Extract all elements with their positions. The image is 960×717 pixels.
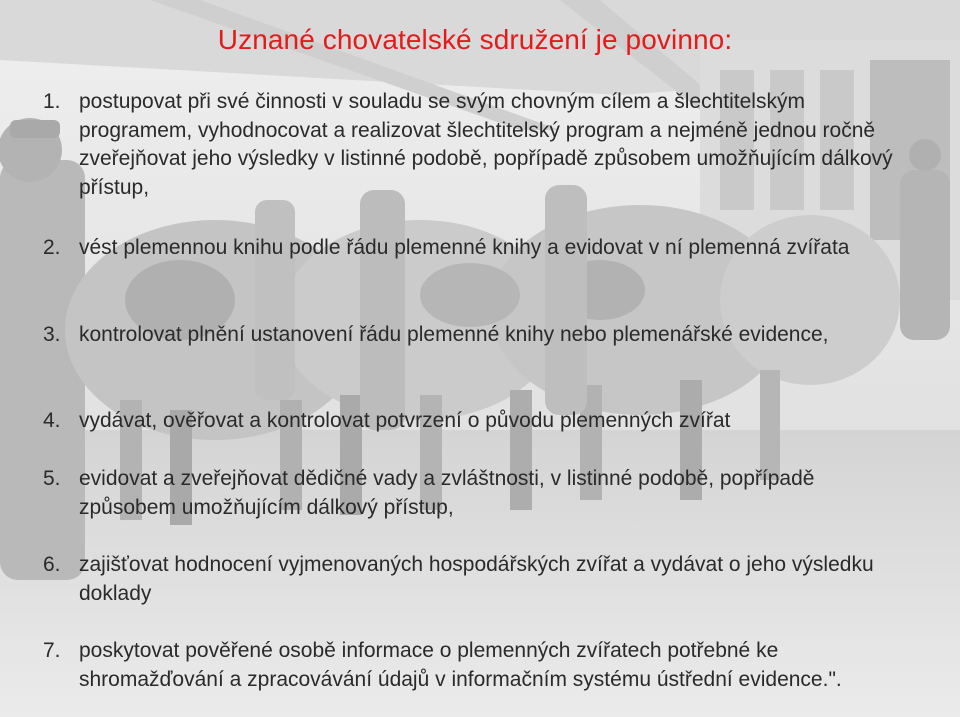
list-item-number: 7. [43, 639, 61, 662]
list-item [0, 407, 960, 436]
list-item-text: postupovat při své činnosti v souladu se svým chovným cílem a šlechtitelským programem, vyhodnocovat a realizovat šlechtitelský program a nejméně jednou ročně zveřejňovat jeho výsledky v listinné podobě, popřípadě způsobem umožňujícím dálkový přístup, [79, 90, 893, 199]
list-item-text: evidovat a zveřejňovat dědičné vady a zvláštnosti, v listinné podobě, popřípadě způsobem umožňujícím dálkový přístup, [79, 467, 815, 519]
list-item-number: 2. [43, 236, 61, 259]
list-item [0, 234, 960, 292]
list-item-number: 4. [43, 409, 61, 432]
list-item-text: vést plemennou knihu podle řádu plemenné knihy a evidovat v ní plemenná zvířata [79, 236, 850, 259]
slide-title: Uznané chovatelské sdružení je povinno: [217, 24, 733, 55]
list-item-text: zajišťovat hodnocení vyjmenovaných hospodářských zvířat a vydávat o jeho výsledku doklady [79, 553, 874, 605]
list-item [0, 88, 960, 203]
list-item-number: 1. [43, 90, 61, 113]
list-item [0, 551, 960, 609]
list-item [0, 637, 960, 717]
list-item [0, 465, 960, 523]
list-item-text: poskytovat pověřené osobě informace o plemenných zvířatech potřebné ke shromažďování a zpracovávání údajů v informačním systému ústřední evidence.". [79, 639, 842, 691]
list-item-number: 5. [43, 467, 61, 490]
list-item-text: kontrolovat plnění ustanovení řádu plemenné knihy nebo plemenářské evidence, [79, 323, 829, 346]
list-item-text: vydávat, ověřovat a kontrolovat potvrzení o původu plemenných zvířat [79, 409, 731, 432]
list-item-number: 6. [43, 553, 61, 576]
list-item-number: 3. [43, 323, 61, 346]
list-item [0, 321, 960, 379]
